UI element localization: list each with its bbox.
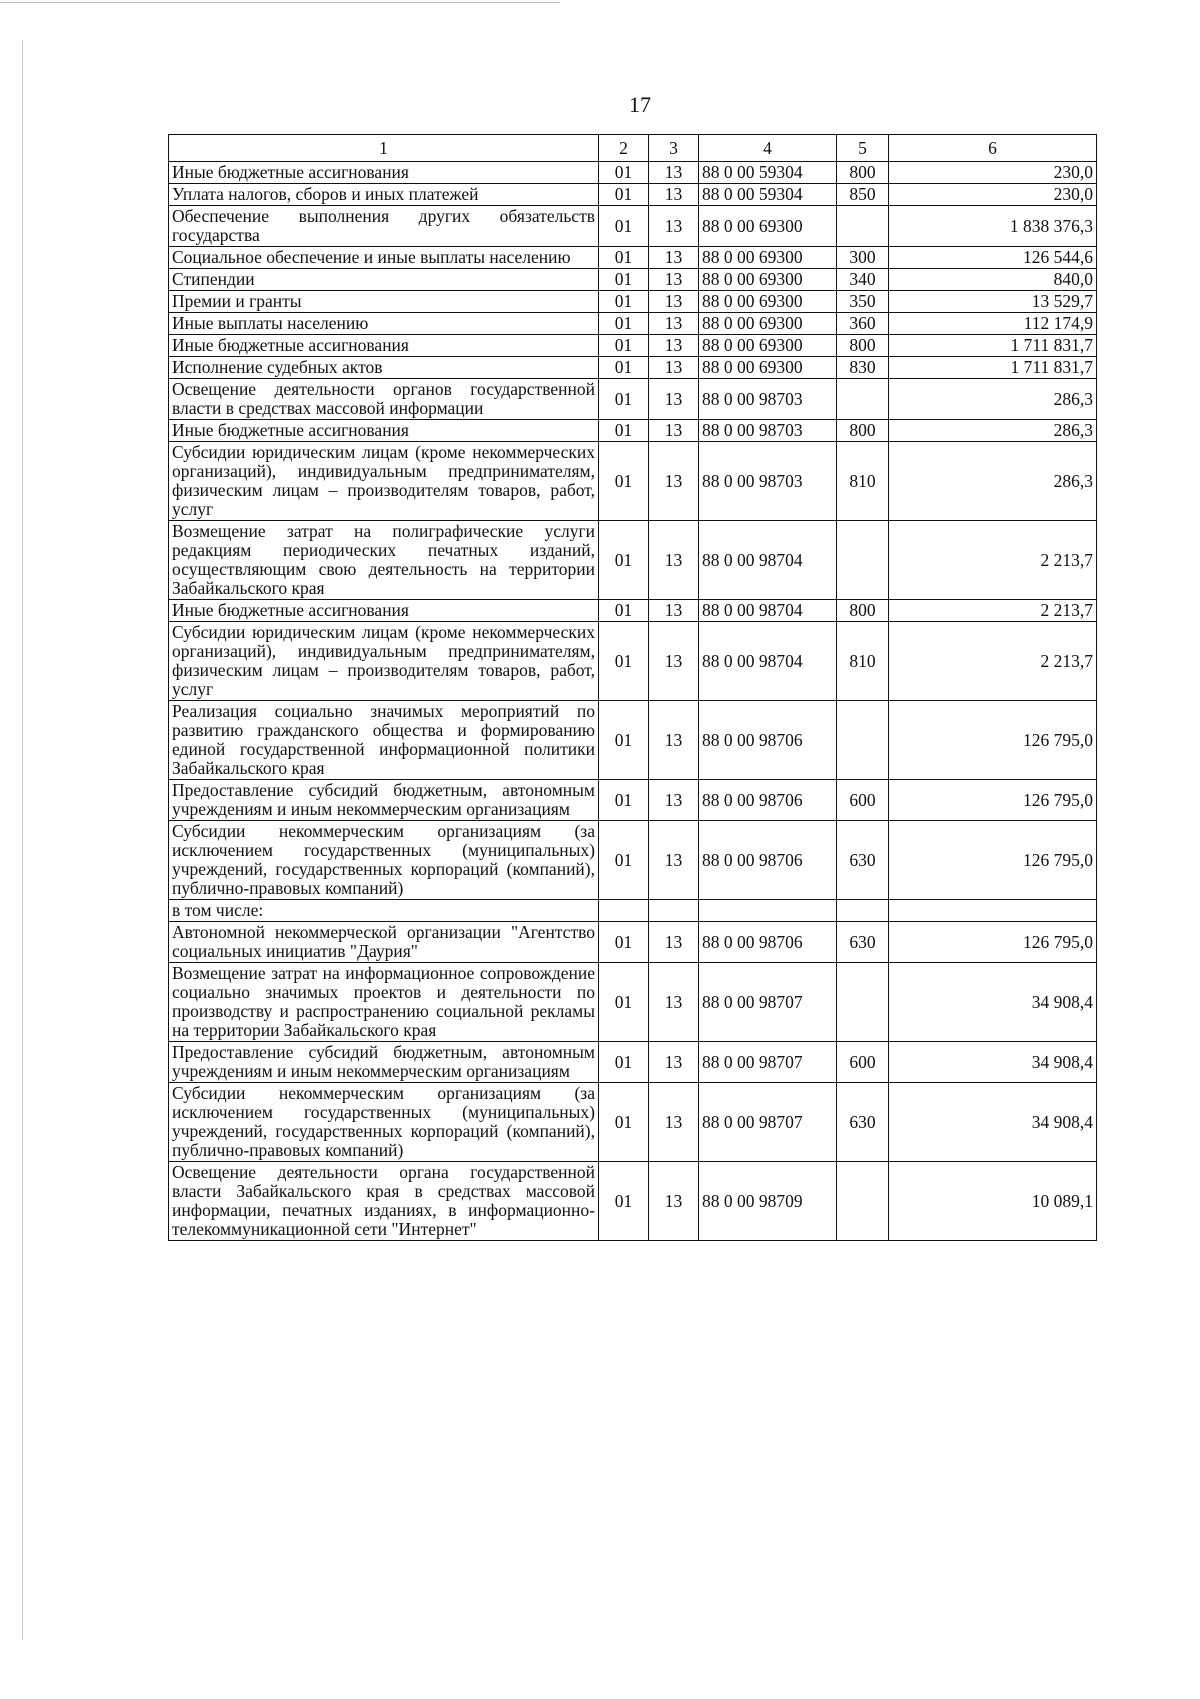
- table-row: [169, 379, 1097, 420]
- row-target-code: 88 0 00 98706: [699, 821, 837, 900]
- row-amount: [889, 900, 1097, 922]
- row-name: Возмещение затрат на полиграфические услуги редакциям периодических печатных изданий, осуществляющим свою деятельность на территории Забайкальского края: [169, 521, 599, 600]
- row-name: Иные бюджетные ассигнования: [169, 420, 599, 442]
- table-row: [169, 521, 1097, 600]
- row-name: Иные выплаты населению: [169, 313, 599, 335]
- scan-margin-line: [22, 40, 23, 1640]
- row-name: Субсидии некоммерческим организациям (за исключением государственных (муниципальных) учреждений, государственных корпораций (компаний), публично-правовых компаний): [169, 821, 599, 900]
- row-expense-type: 600: [837, 780, 889, 821]
- row-name: Исполнение судебных актов: [169, 357, 599, 379]
- row-target-code: 88 0 00 98707: [699, 1042, 837, 1083]
- row-amount: 34 908,4: [889, 963, 1097, 1042]
- row-section: 01: [599, 335, 649, 357]
- row-amount: 2 213,7: [889, 600, 1097, 622]
- row-name: Иные бюджетные ассигнования: [169, 335, 599, 357]
- row-subsection: 13: [649, 162, 699, 184]
- row-section: 01: [599, 291, 649, 313]
- row-subsection: 13: [649, 379, 699, 420]
- header-col-2: 2: [599, 135, 649, 162]
- scan-edge-line: [0, 2, 560, 3]
- row-target-code: 88 0 00 69300: [699, 247, 837, 269]
- row-target-code: [699, 900, 837, 922]
- row-section: 01: [599, 701, 649, 780]
- table-row: [169, 269, 1097, 291]
- header-col-3: 3: [649, 135, 699, 162]
- row-name: Возмещение затрат на информационное сопровождение социально значимых проектов и деятельности по производству и распространению социальной рекламы на территории Забайкальского края: [169, 963, 599, 1042]
- row-expense-type: [837, 1162, 889, 1241]
- row-expense-type: [837, 521, 889, 600]
- row-section: 01: [599, 622, 649, 701]
- row-subsection: 13: [649, 357, 699, 379]
- row-expense-type: 600: [837, 1042, 889, 1083]
- row-expense-type: 800: [837, 600, 889, 622]
- row-expense-type: 830: [837, 357, 889, 379]
- row-target-code: 88 0 00 98709: [699, 1162, 837, 1241]
- row-section: [599, 900, 649, 922]
- table-row: [169, 622, 1097, 701]
- row-amount: 126 795,0: [889, 701, 1097, 780]
- row-amount: 126 795,0: [889, 780, 1097, 821]
- row-section: 01: [599, 1162, 649, 1241]
- row-name: Субсидии юридическим лицам (кроме некоммерческих организаций), индивидуальным предпринимателям, физическим лицам – производителям товаров, работ, услуг: [169, 442, 599, 521]
- row-target-code: 88 0 00 98706: [699, 780, 837, 821]
- row-amount: 112 174,9: [889, 313, 1097, 335]
- row-expense-type: 630: [837, 1083, 889, 1162]
- table-row: [169, 821, 1097, 900]
- row-subsection: 13: [649, 291, 699, 313]
- table-row: [169, 420, 1097, 442]
- row-subsection: 13: [649, 821, 699, 900]
- row-target-code: 88 0 00 69300: [699, 269, 837, 291]
- row-subsection: 13: [649, 313, 699, 335]
- row-target-code: 88 0 00 59304: [699, 184, 837, 206]
- row-section: 01: [599, 247, 649, 269]
- row-section: 01: [599, 206, 649, 247]
- row-target-code: 88 0 00 98704: [699, 521, 837, 600]
- table-row: [169, 162, 1097, 184]
- table-row: [169, 184, 1097, 206]
- header-col-6: 6: [889, 135, 1097, 162]
- row-subsection: 13: [649, 922, 699, 963]
- header-row: [169, 135, 1097, 162]
- row-subsection: 13: [649, 521, 699, 600]
- row-name: Предоставление субсидий бюджетным, автономным учреждениям и иным некоммерческим организациям: [169, 1042, 599, 1083]
- row-target-code: 88 0 00 98707: [699, 963, 837, 1042]
- row-amount: 286,3: [889, 420, 1097, 442]
- row-section: 01: [599, 600, 649, 622]
- row-subsection: [649, 900, 699, 922]
- row-amount: 2 213,7: [889, 521, 1097, 600]
- table-body: [169, 162, 1097, 1241]
- row-amount: 34 908,4: [889, 1042, 1097, 1083]
- row-amount: 126 795,0: [889, 922, 1097, 963]
- row-expense-type: 630: [837, 821, 889, 900]
- table-row: [169, 780, 1097, 821]
- row-expense-type: [837, 701, 889, 780]
- row-subsection: 13: [649, 701, 699, 780]
- row-expense-type: 810: [837, 442, 889, 521]
- row-subsection: 13: [649, 600, 699, 622]
- table-row: [169, 357, 1097, 379]
- row-name: Обеспечение выполнения других обязательств государства: [169, 206, 599, 247]
- row-name: в том числе:: [169, 900, 599, 922]
- row-amount: 230,0: [889, 184, 1097, 206]
- row-target-code: 88 0 00 69300: [699, 335, 837, 357]
- row-amount: 126 795,0: [889, 821, 1097, 900]
- row-subsection: 13: [649, 247, 699, 269]
- row-amount: 13 529,7: [889, 291, 1097, 313]
- row-name: Иные бюджетные ассигнования: [169, 162, 599, 184]
- row-subsection: 13: [649, 335, 699, 357]
- table-row: [169, 1042, 1097, 1083]
- row-target-code: 88 0 00 98706: [699, 922, 837, 963]
- row-subsection: 13: [649, 622, 699, 701]
- table-row: [169, 600, 1097, 622]
- row-section: 01: [599, 184, 649, 206]
- row-amount: 10 089,1: [889, 1162, 1097, 1241]
- row-name: Социальное обеспечение и иные выплаты населению: [169, 247, 599, 269]
- header-col-5: 5: [837, 135, 889, 162]
- row-amount: 840,0: [889, 269, 1097, 291]
- row-section: 01: [599, 922, 649, 963]
- table-row: [169, 1083, 1097, 1162]
- row-expense-type: 800: [837, 335, 889, 357]
- row-expense-type: 800: [837, 420, 889, 442]
- row-expense-type: 810: [837, 622, 889, 701]
- row-section: 01: [599, 269, 649, 291]
- row-section: 01: [599, 313, 649, 335]
- row-target-code: 88 0 00 69300: [699, 357, 837, 379]
- row-expense-type: [837, 963, 889, 1042]
- row-section: 01: [599, 357, 649, 379]
- row-subsection: 13: [649, 1083, 699, 1162]
- row-target-code: 88 0 00 69300: [699, 291, 837, 313]
- row-section: 01: [599, 963, 649, 1042]
- row-section: 01: [599, 521, 649, 600]
- row-target-code: 88 0 00 59304: [699, 162, 837, 184]
- budget-table: [168, 134, 1097, 1241]
- row-expense-type: 630: [837, 922, 889, 963]
- row-amount: 286,3: [889, 442, 1097, 521]
- row-expense-type: 350: [837, 291, 889, 313]
- table-row: [169, 335, 1097, 357]
- row-target-code: 88 0 00 98703: [699, 420, 837, 442]
- row-amount: 230,0: [889, 162, 1097, 184]
- row-name: Освещение деятельности органа государственной власти Забайкальского края в средствах массовой информации, печатных изданиях, в информационно-телекоммуникационной сети "Интернет": [169, 1162, 599, 1241]
- row-amount: 1 711 831,7: [889, 357, 1097, 379]
- row-expense-type: [837, 379, 889, 420]
- header-col-1: 1: [169, 135, 599, 162]
- row-name: Субсидии некоммерческим организациям (за исключением государственных (муниципальных) учреждений, государственных корпораций (компаний), публично-правовых компаний): [169, 1083, 599, 1162]
- table-row: [169, 922, 1097, 963]
- row-target-code: 88 0 00 69300: [699, 313, 837, 335]
- row-expense-type: 360: [837, 313, 889, 335]
- row-subsection: 13: [649, 269, 699, 291]
- table-row: [169, 206, 1097, 247]
- row-subsection: 13: [649, 442, 699, 521]
- row-expense-type: [837, 900, 889, 922]
- row-name: Автономной некоммерческой организации "Агентство социальных инициатив "Даурия": [169, 922, 599, 963]
- row-expense-type: 340: [837, 269, 889, 291]
- row-section: 01: [599, 1083, 649, 1162]
- row-target-code: 88 0 00 98707: [699, 1083, 837, 1162]
- row-target-code: 88 0 00 98704: [699, 622, 837, 701]
- row-subsection: 13: [649, 184, 699, 206]
- row-target-code: 88 0 00 98703: [699, 442, 837, 521]
- table-row: [169, 900, 1097, 922]
- row-name: Реализация социально значимых мероприятий по развитию гражданского общества и формированию единой государственной информационной политики Забайкальского края: [169, 701, 599, 780]
- row-section: 01: [599, 1042, 649, 1083]
- page-number: 17: [629, 92, 651, 117]
- row-amount: 34 908,4: [889, 1083, 1097, 1162]
- row-name: Уплата налогов, сборов и иных платежей: [169, 184, 599, 206]
- row-target-code: 88 0 00 98704: [699, 600, 837, 622]
- row-amount: 1 838 376,3: [889, 206, 1097, 247]
- row-section: 01: [599, 780, 649, 821]
- table-row: [169, 313, 1097, 335]
- row-section: 01: [599, 420, 649, 442]
- row-name: Освещение деятельности органов государственной власти в средствах массовой информации: [169, 379, 599, 420]
- row-expense-type: 800: [837, 162, 889, 184]
- row-amount: 126 544,6: [889, 247, 1097, 269]
- row-subsection: 13: [649, 963, 699, 1042]
- table-row: [169, 247, 1097, 269]
- table-row: [169, 291, 1097, 313]
- table-row: [169, 963, 1097, 1042]
- row-target-code: 88 0 00 69300: [699, 206, 837, 247]
- row-name: Стипендии: [169, 269, 599, 291]
- table-row: [169, 442, 1097, 521]
- row-name: Субсидии юридическим лицам (кроме некоммерческих организаций), индивидуальным предпринимателям, физическим лицам – производителям товаров, работ, услуг: [169, 622, 599, 701]
- row-expense-type: 300: [837, 247, 889, 269]
- row-section: 01: [599, 442, 649, 521]
- row-target-code: 88 0 00 98706: [699, 701, 837, 780]
- row-amount: 1 711 831,7: [889, 335, 1097, 357]
- row-name: Предоставление субсидий бюджетным, автономным учреждениям и иным некоммерческим организациям: [169, 780, 599, 821]
- row-subsection: 13: [649, 1162, 699, 1241]
- row-target-code: 88 0 00 98703: [699, 379, 837, 420]
- row-amount: 286,3: [889, 379, 1097, 420]
- row-amount: 2 213,7: [889, 622, 1097, 701]
- row-expense-type: 850: [837, 184, 889, 206]
- table-row: [169, 701, 1097, 780]
- row-name: Премии и гранты: [169, 291, 599, 313]
- row-subsection: 13: [649, 206, 699, 247]
- row-section: 01: [599, 162, 649, 184]
- header-col-4: 4: [699, 135, 837, 162]
- row-section: 01: [599, 821, 649, 900]
- row-name: Иные бюджетные ассигнования: [169, 600, 599, 622]
- row-section: 01: [599, 379, 649, 420]
- row-subsection: 13: [649, 780, 699, 821]
- table-row: [169, 1162, 1097, 1241]
- row-subsection: 13: [649, 1042, 699, 1083]
- row-subsection: 13: [649, 420, 699, 442]
- row-expense-type: [837, 206, 889, 247]
